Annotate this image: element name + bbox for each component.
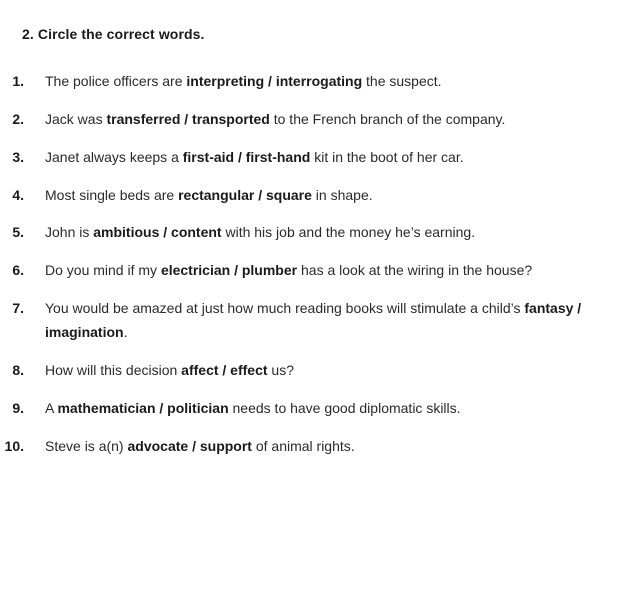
item-number: 3. xyxy=(12,149,24,165)
exercise-heading: 2. Circle the correct words. xyxy=(22,26,205,42)
word-choice[interactable]: advocate / support xyxy=(127,438,252,454)
item-number: 10. xyxy=(4,438,24,454)
item-sentence: Do you mind if my electrician / plumber has a look at the wiring in the house? xyxy=(45,262,533,278)
item-sentence: The police officers are interpreting / interrogating the suspect. xyxy=(45,73,442,89)
item-number: 5. xyxy=(12,224,24,240)
item-number: 4. xyxy=(12,187,24,203)
word-choice[interactable]: transferred / transported xyxy=(106,111,270,127)
item-number: 8. xyxy=(12,362,24,378)
item-number: 2. xyxy=(12,111,24,127)
word-choice[interactable]: electrician / plumber xyxy=(160,262,298,278)
item-sentence: Jack was transferred / transported to the French branch of the company. xyxy=(45,111,506,127)
word-choice[interactable]: interpreting / interrogating xyxy=(186,73,363,89)
item-sentence: Janet always keeps a first-aid / first-hand kit in the boot of her car. xyxy=(45,149,464,165)
item-sentence: Steve is a(n) advocate / support of animal rights. xyxy=(45,438,355,454)
word-choice[interactable]: first-aid / first-hand xyxy=(182,149,311,165)
word-choice[interactable]: fantasy / imagination xyxy=(45,300,582,340)
item-number: 6. xyxy=(12,262,24,278)
item-sentence: How will this decision affect / effect us? xyxy=(45,362,294,378)
item-number: 7. xyxy=(12,300,24,316)
item-number: 9. xyxy=(12,400,24,416)
word-choice[interactable]: ambitious / content xyxy=(93,224,222,240)
word-choice[interactable]: affect / effect xyxy=(181,362,268,378)
item-sentence: John is ambitious / content with his job and the money he’s earning. xyxy=(45,224,476,240)
item-sentence: Most single beds are rectangular / square in shape. xyxy=(45,187,373,203)
item-sentence: You would be amazed at just how much reading books will stimulate a child’s fantasy / imagination. xyxy=(45,300,582,340)
item-sentence: A mathematician / politician needs to have good diplomatic skills. xyxy=(45,400,461,416)
item-number: 1. xyxy=(12,73,24,89)
word-choice[interactable]: mathematician / politician xyxy=(57,400,229,416)
word-choice[interactable]: rectangular / square xyxy=(178,187,312,203)
